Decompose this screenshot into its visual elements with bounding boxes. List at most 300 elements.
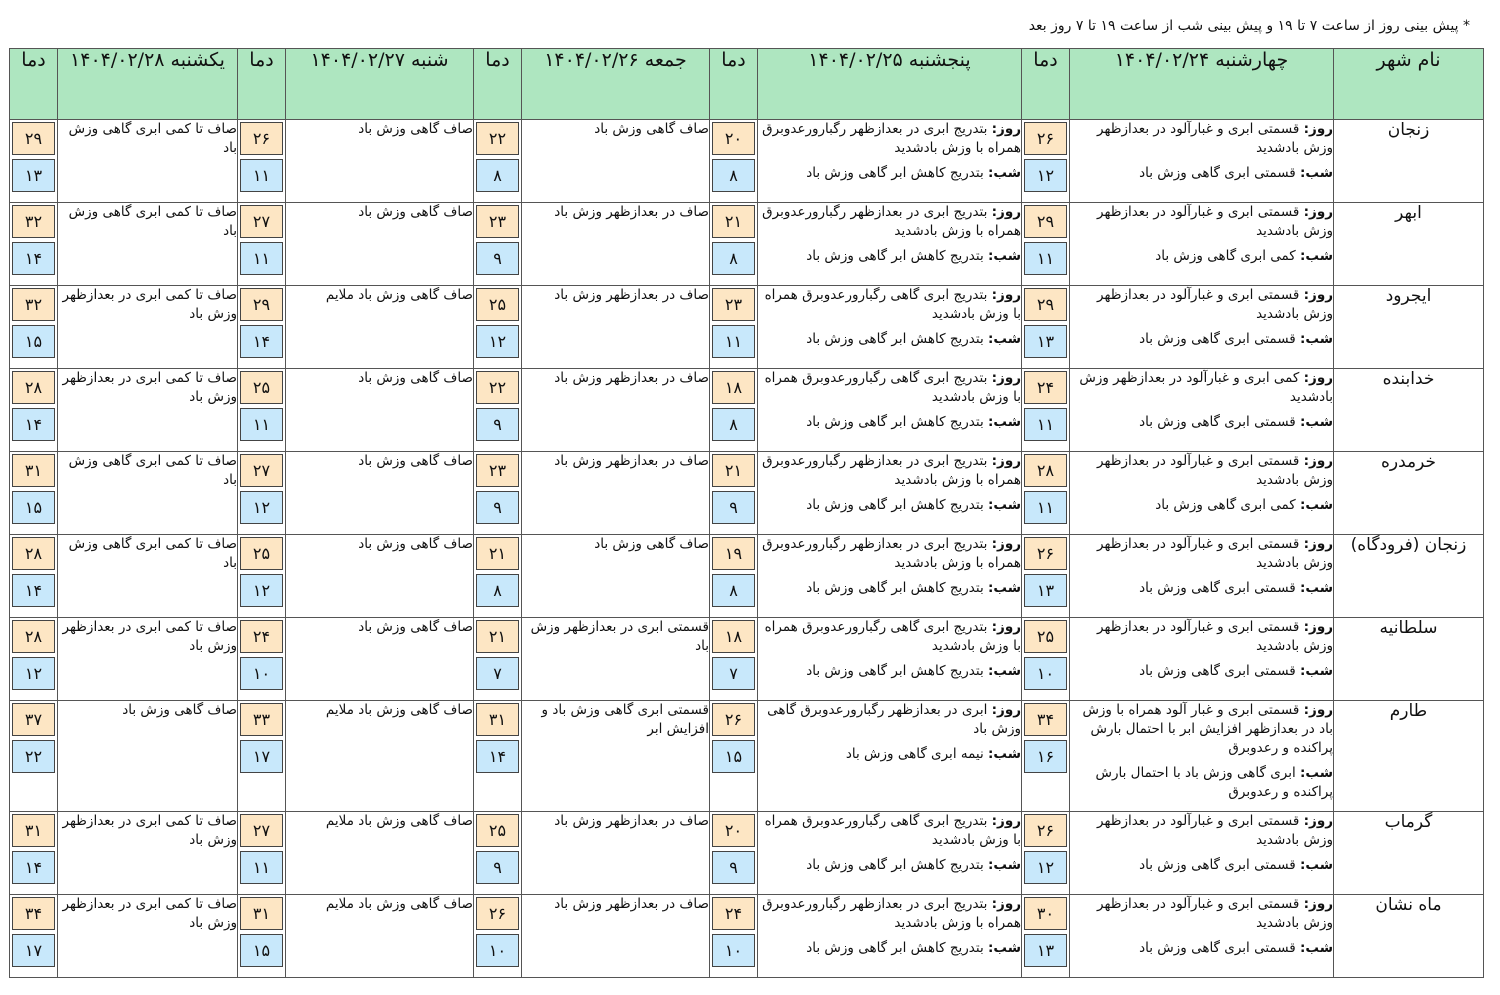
day-forecast xyxy=(1070,895,1333,933)
forecast-cell xyxy=(58,120,238,203)
night-text: قسمتی ابری گاهی وزش باد xyxy=(1139,331,1296,347)
max-temp: ۲۱ xyxy=(712,454,755,487)
max-temp: ۲۵ xyxy=(1024,620,1067,653)
temp-cell xyxy=(474,369,522,452)
city-name: گرماب xyxy=(1334,812,1484,895)
min-temp: ۹ xyxy=(476,408,519,441)
min-temp: ۱۴ xyxy=(12,408,55,441)
day-label: روز: xyxy=(991,536,1021,552)
max-temp: ۲۶ xyxy=(1024,122,1067,155)
night-forecast xyxy=(1070,247,1333,266)
min-temp: ۱۳ xyxy=(1024,934,1067,967)
header-day: چهارشنبه ۱۴۰۴/۰۲/۲۴ xyxy=(1070,49,1334,120)
temp-cell xyxy=(238,452,286,535)
max-temp: ۲۶ xyxy=(1024,537,1067,570)
forecast-text: صاف تا کمی ابری گاهی وزش باد xyxy=(68,121,237,156)
max-temp: ۲۳ xyxy=(476,454,519,487)
table-row xyxy=(10,535,1484,618)
forecast-cell xyxy=(58,203,238,286)
forecast-text: صاف در بعدازظهر وزش باد xyxy=(554,813,709,829)
day-label: روز: xyxy=(991,370,1021,386)
min-temp: ۹ xyxy=(476,851,519,884)
temp-cell xyxy=(474,286,522,369)
temp-cell xyxy=(10,286,58,369)
day-text: قسمتی ابری و غبارآلود در بعدازظهر وزش بادشدید xyxy=(1097,536,1333,571)
forecast-text: صاف گاهی وزش باد xyxy=(358,619,473,635)
temp-cell xyxy=(238,618,286,701)
min-temp: ۸ xyxy=(712,242,755,275)
header-temp: دما xyxy=(238,49,286,120)
forecast-cell xyxy=(58,452,238,535)
night-label: شب: xyxy=(1300,580,1333,596)
day-label: روز: xyxy=(991,204,1021,220)
city-name: ماه نشان xyxy=(1334,895,1484,978)
day-label: روز: xyxy=(1303,702,1333,718)
header-temp: دما xyxy=(1022,49,1070,120)
day-forecast xyxy=(758,618,1021,656)
night-label: شب: xyxy=(1300,165,1333,181)
max-temp: ۲۶ xyxy=(240,122,283,155)
temp-cell xyxy=(1022,286,1070,369)
city-name: زنجان (فرودگاه) xyxy=(1334,535,1484,618)
forecast-cell xyxy=(286,618,474,701)
night-forecast xyxy=(1070,764,1333,802)
day-label: روز: xyxy=(1303,287,1333,303)
day-label: روز: xyxy=(991,453,1021,469)
day-text: قسمتی ابری و غبارآلود در بعدازظهر وزش بادشدید xyxy=(1097,453,1333,488)
max-temp: ۱۸ xyxy=(712,620,755,653)
forecast-cell xyxy=(758,120,1022,203)
night-text: قسمتی ابری گاهی وزش باد xyxy=(1139,663,1296,679)
max-temp: ۳۲ xyxy=(12,205,55,238)
max-temp: ۲۴ xyxy=(712,897,755,930)
min-temp: ۸ xyxy=(476,574,519,607)
day-label: روز: xyxy=(991,619,1021,635)
temp-cell xyxy=(1022,203,1070,286)
night-text: بتدریج کاهش ابر گاهی وزش باد xyxy=(806,248,984,264)
min-temp: ۸ xyxy=(712,159,755,192)
min-temp: ۱۴ xyxy=(12,574,55,607)
temp-cell xyxy=(238,535,286,618)
max-temp: ۲۸ xyxy=(12,620,55,653)
forecast-text: صاف تا کمی ابری در بعدازظهر وزش باد xyxy=(62,896,237,931)
min-temp: ۱۵ xyxy=(12,325,55,358)
temp-cell xyxy=(1022,895,1070,978)
day-forecast xyxy=(758,452,1021,490)
night-label: شب: xyxy=(1300,497,1333,513)
max-temp: ۲۳ xyxy=(476,205,519,238)
night-text: بتدریج کاهش ابر گاهی وزش باد xyxy=(806,165,984,181)
night-forecast xyxy=(758,662,1021,681)
night-text: بتدریج کاهش ابر گاهی وزش باد xyxy=(806,940,984,956)
max-temp: ۳۱ xyxy=(476,703,519,736)
forecast-cell xyxy=(758,203,1022,286)
forecast-cell xyxy=(1070,120,1334,203)
min-temp: ۹ xyxy=(476,491,519,524)
day-text: قسمتی ابری و غبارآلود در بعدازظهر وزش بادشدید xyxy=(1097,204,1333,239)
min-temp: ۱۵ xyxy=(240,934,283,967)
day-forecast xyxy=(758,286,1021,324)
forecast-text: صاف گاهی وزش باد ملایم xyxy=(325,813,473,829)
day-label: روز: xyxy=(1303,370,1333,386)
temp-cell xyxy=(710,618,758,701)
forecast-cell xyxy=(758,452,1022,535)
day-text: بتدریج ابری گاهی رگبارورعدوبرق همراه با وزش بادشدید xyxy=(764,287,1021,322)
max-temp: ۲۵ xyxy=(240,371,283,404)
day-text: قسمتی ابری و غبارآلود در بعدازظهر وزش بادشدید xyxy=(1097,813,1333,848)
max-temp: ۲۸ xyxy=(12,537,55,570)
night-text: بتدریج کاهش ابر گاهی وزش باد xyxy=(806,497,984,513)
min-temp: ۱۱ xyxy=(240,159,283,192)
night-label: شب: xyxy=(988,331,1021,347)
max-temp: ۲۴ xyxy=(1024,371,1067,404)
day-forecast xyxy=(758,701,1021,739)
forecast-text: صاف گاهی وزش باد xyxy=(594,121,709,137)
night-label: شب: xyxy=(988,940,1021,956)
forecast-cell xyxy=(1070,535,1334,618)
night-label: شب: xyxy=(1300,765,1333,781)
day-forecast xyxy=(758,812,1021,850)
table-row xyxy=(10,452,1484,535)
night-label: شب: xyxy=(1300,248,1333,264)
forecast-cell xyxy=(1070,286,1334,369)
forecast-cell xyxy=(522,369,710,452)
max-temp: ۲۵ xyxy=(240,537,283,570)
max-temp: ۲۸ xyxy=(1024,454,1067,487)
day-forecast xyxy=(758,895,1021,933)
night-forecast xyxy=(758,939,1021,958)
temp-cell xyxy=(710,701,758,812)
night-label: شب: xyxy=(1300,940,1333,956)
max-temp: ۲۰ xyxy=(712,122,755,155)
day-forecast xyxy=(1070,203,1333,241)
forecast-cell xyxy=(1070,812,1334,895)
min-temp: ۹ xyxy=(476,242,519,275)
min-temp: ۱۲ xyxy=(240,574,283,607)
temp-cell xyxy=(238,120,286,203)
temp-cell xyxy=(710,369,758,452)
temp-cell xyxy=(474,203,522,286)
min-temp: ۸ xyxy=(476,159,519,192)
temp-cell xyxy=(1022,812,1070,895)
table-row xyxy=(10,120,1484,203)
night-label: شب: xyxy=(1300,331,1333,347)
forecast-text: صاف گاهی وزش باد xyxy=(358,536,473,552)
forecast-text: قسمتی ابری گاهی وزش باد و افزایش ابر xyxy=(541,702,709,737)
forecast-text: صاف گاهی وزش باد xyxy=(358,370,473,386)
forecast-text: صاف تا کمی ابری در بعدازظهر وزش باد xyxy=(62,370,237,405)
forecast-cell xyxy=(522,120,710,203)
day-text: بتدریج ابری در بعدازظهر رگبارورعدوبرق همراه با وزش بادشدید xyxy=(762,204,1021,239)
min-temp: ۱۰ xyxy=(712,934,755,967)
forecast-table xyxy=(9,48,1484,978)
forecast-text: صاف تا کمی ابری گاهی وزش باد xyxy=(68,453,237,488)
max-temp: ۲۴ xyxy=(240,620,283,653)
max-temp: ۲۶ xyxy=(1024,814,1067,847)
min-temp: ۱۵ xyxy=(712,740,755,773)
min-temp: ۱۲ xyxy=(476,325,519,358)
forecast-cell xyxy=(286,895,474,978)
max-temp: ۳۱ xyxy=(12,454,55,487)
forecast-cell xyxy=(58,812,238,895)
max-temp: ۲۶ xyxy=(476,897,519,930)
day-text: قسمتی ابری و غبارآلود در بعدازظهر وزش بادشدید xyxy=(1097,896,1333,931)
min-temp: ۱۲ xyxy=(1024,851,1067,884)
forecast-cell xyxy=(758,286,1022,369)
day-text: ابری در بعدازظهر رگبارورعدوبرق گاهی وزش باد xyxy=(767,702,1021,737)
max-temp: ۳۴ xyxy=(1024,703,1067,736)
max-temp: ۲۱ xyxy=(476,537,519,570)
night-label: شب: xyxy=(988,248,1021,264)
temp-cell xyxy=(10,895,58,978)
forecast-cell xyxy=(286,286,474,369)
min-temp: ۱۱ xyxy=(1024,408,1067,441)
table-row xyxy=(10,701,1484,812)
temp-cell xyxy=(10,203,58,286)
min-temp: ۱۴ xyxy=(240,325,283,358)
forecast-note: * پیش بینی روز از ساعت ۷ تا ۱۹ و پیش بینی شب از ساعت ۱۹ تا ۷ روز بعد xyxy=(1028,18,1470,34)
day-text: قسمتی ابری و غبارآلود در بعدازظهر وزش بادشدید xyxy=(1097,121,1333,156)
forecast-cell xyxy=(286,369,474,452)
min-temp: ۱۵ xyxy=(12,491,55,524)
max-temp: ۲۷ xyxy=(240,454,283,487)
forecast-cell xyxy=(286,120,474,203)
night-text: بتدریج کاهش ابر گاهی وزش باد xyxy=(806,857,984,873)
day-label: روز: xyxy=(991,287,1021,303)
night-text: بتدریج کاهش ابر گاهی وزش باد xyxy=(806,331,984,347)
min-temp: ۱۲ xyxy=(240,491,283,524)
forecast-cell xyxy=(1070,701,1334,812)
min-temp: ۸ xyxy=(712,574,755,607)
temp-cell xyxy=(1022,535,1070,618)
day-forecast xyxy=(1070,286,1333,324)
forecast-text: صاف در بعدازظهر وزش باد xyxy=(554,896,709,912)
temp-cell xyxy=(710,895,758,978)
temp-cell xyxy=(238,812,286,895)
table-row xyxy=(10,618,1484,701)
night-text: قسمتی ابری گاهی وزش باد xyxy=(1139,414,1296,430)
day-forecast xyxy=(758,369,1021,407)
temp-cell xyxy=(10,618,58,701)
min-temp: ۱۴ xyxy=(12,851,55,884)
max-temp: ۲۷ xyxy=(240,814,283,847)
forecast-cell xyxy=(286,452,474,535)
temp-cell xyxy=(474,120,522,203)
night-forecast xyxy=(758,330,1021,349)
min-temp: ۱۲ xyxy=(12,657,55,690)
night-forecast xyxy=(758,856,1021,875)
header-temp: دما xyxy=(474,49,522,120)
temp-cell xyxy=(474,701,522,812)
night-text: بتدریج کاهش ابر گاهی وزش باد xyxy=(806,663,984,679)
max-temp: ۱۸ xyxy=(712,371,755,404)
forecast-text: صاف در بعدازظهر وزش باد xyxy=(554,204,709,220)
night-forecast xyxy=(758,579,1021,598)
night-label: شب: xyxy=(1300,414,1333,430)
min-temp: ۱۴ xyxy=(476,740,519,773)
min-temp: ۱۷ xyxy=(240,740,283,773)
temp-cell xyxy=(1022,452,1070,535)
min-temp: ۹ xyxy=(712,851,755,884)
max-temp: ۲۸ xyxy=(12,371,55,404)
temp-cell xyxy=(710,535,758,618)
forecast-cell xyxy=(286,812,474,895)
night-label: شب: xyxy=(988,663,1021,679)
forecast-cell xyxy=(522,203,710,286)
night-forecast xyxy=(758,164,1021,183)
day-forecast xyxy=(758,535,1021,573)
min-temp: ۷ xyxy=(476,657,519,690)
table-row xyxy=(10,369,1484,452)
forecast-cell xyxy=(522,701,710,812)
min-temp: ۱۱ xyxy=(240,242,283,275)
forecast-cell xyxy=(1070,452,1334,535)
temp-cell xyxy=(1022,120,1070,203)
forecast-cell xyxy=(1070,618,1334,701)
day-forecast xyxy=(1070,120,1333,158)
forecast-cell xyxy=(522,618,710,701)
temp-cell xyxy=(1022,701,1070,812)
day-forecast xyxy=(758,203,1021,241)
min-temp: ۱۱ xyxy=(1024,242,1067,275)
forecast-text: صاف گاهی وزش باد ملایم xyxy=(325,287,473,303)
city-name: زنجان xyxy=(1334,120,1484,203)
forecast-cell xyxy=(58,895,238,978)
night-forecast xyxy=(1070,579,1333,598)
max-temp: ۲۲ xyxy=(476,122,519,155)
night-label: شب: xyxy=(1300,663,1333,679)
day-text: قسمتی ابری و غبارآلود در بعدازظهر وزش بادشدید xyxy=(1097,619,1333,654)
day-forecast xyxy=(1070,452,1333,490)
day-label: روز: xyxy=(991,896,1021,912)
day-text: قسمتی ابری و غبار آلود همراه با وزش باد در بعدازظهر افزایش ابر با احتمال بارش پراکنده و رعدوبرق xyxy=(1082,702,1333,756)
day-forecast xyxy=(1070,701,1333,758)
max-temp: ۳۰ xyxy=(1024,897,1067,930)
forecast-text: صاف در بعدازظهر وزش باد xyxy=(554,370,709,386)
forecast-cell xyxy=(522,452,710,535)
city-name: خدابنده xyxy=(1334,369,1484,452)
forecast-cell xyxy=(758,535,1022,618)
min-temp: ۱۴ xyxy=(12,242,55,275)
night-text: کمی ابری گاهی وزش باد xyxy=(1155,248,1296,264)
min-temp: ۸ xyxy=(712,408,755,441)
forecast-cell xyxy=(758,369,1022,452)
max-temp: ۳۱ xyxy=(240,897,283,930)
day-forecast xyxy=(758,120,1021,158)
temp-cell xyxy=(474,535,522,618)
header-temp: دما xyxy=(710,49,758,120)
header-day: جمعه ۱۴۰۴/۰۲/۲۶ xyxy=(522,49,710,120)
day-text: بتدریج ابری در بعدازظهر رگبارورعدوبرق همراه با وزش بادشدید xyxy=(762,121,1021,156)
forecast-cell xyxy=(758,812,1022,895)
day-label: روز: xyxy=(1303,453,1333,469)
day-forecast xyxy=(1070,812,1333,850)
forecast-cell xyxy=(522,535,710,618)
temp-cell xyxy=(10,120,58,203)
max-temp: ۳۷ xyxy=(12,703,55,736)
temp-cell xyxy=(238,895,286,978)
table-row xyxy=(10,286,1484,369)
max-temp: ۲۵ xyxy=(476,814,519,847)
night-forecast xyxy=(1070,164,1333,183)
forecast-text: صاف در بعدازظهر وزش باد xyxy=(554,287,709,303)
temp-cell xyxy=(474,618,522,701)
night-forecast xyxy=(1070,856,1333,875)
day-forecast xyxy=(1070,618,1333,656)
min-temp: ۱۳ xyxy=(12,159,55,192)
day-label: روز: xyxy=(1303,204,1333,220)
night-text: بتدریج کاهش ابر گاهی وزش باد xyxy=(806,414,984,430)
max-temp: ۳۱ xyxy=(12,814,55,847)
min-temp: ۲۲ xyxy=(12,740,55,773)
day-label: روز: xyxy=(1303,619,1333,635)
forecast-text: صاف تا کمی ابری در بعدازظهر وزش باد xyxy=(62,287,237,322)
night-text: قسمتی ابری گاهی وزش باد xyxy=(1139,165,1296,181)
max-temp: ۲۱ xyxy=(476,620,519,653)
night-label: شب: xyxy=(988,580,1021,596)
day-label: روز: xyxy=(1303,813,1333,829)
max-temp: ۲۹ xyxy=(12,122,55,155)
night-forecast xyxy=(1070,939,1333,958)
temp-cell xyxy=(474,452,522,535)
min-temp: ۷ xyxy=(712,657,755,690)
forecast-cell xyxy=(758,895,1022,978)
header-row xyxy=(10,49,1484,120)
forecast-text: صاف تا کمی ابری در بعدازظهر وزش باد xyxy=(62,619,237,654)
max-temp: ۲۶ xyxy=(712,703,755,736)
temp-cell xyxy=(10,701,58,812)
night-text: قسمتی ابری گاهی وزش باد xyxy=(1139,580,1296,596)
day-text: بتدریج ابری گاهی رگبارورعدوبرق همراه با وزش بادشدید xyxy=(764,813,1021,848)
night-forecast xyxy=(758,745,1021,764)
min-temp: ۱۰ xyxy=(240,657,283,690)
forecast-cell xyxy=(58,286,238,369)
night-forecast xyxy=(758,496,1021,515)
min-temp: ۱۷ xyxy=(12,934,55,967)
min-temp: ۱۳ xyxy=(1024,574,1067,607)
temp-cell xyxy=(474,895,522,978)
max-temp: ۳۳ xyxy=(240,703,283,736)
forecast-text: صاف گاهی وزش باد ملایم xyxy=(325,702,473,718)
min-temp: ۱۰ xyxy=(476,934,519,967)
forecast-cell xyxy=(1070,369,1334,452)
forecast-text: صاف گاهی وزش باد ملایم xyxy=(325,896,473,912)
min-temp: ۱۱ xyxy=(712,325,755,358)
header-day: پنجشنبه ۱۴۰۴/۰۲/۲۵ xyxy=(758,49,1022,120)
city-name: سلطانیه xyxy=(1334,618,1484,701)
forecast-cell xyxy=(286,535,474,618)
night-label: شب: xyxy=(1300,857,1333,873)
night-text: نیمه ابری گاهی وزش باد xyxy=(845,746,984,762)
temp-cell xyxy=(710,812,758,895)
min-temp: ۱۶ xyxy=(1024,740,1067,773)
night-forecast xyxy=(1070,330,1333,349)
night-forecast xyxy=(758,413,1021,432)
day-label: روز: xyxy=(991,702,1021,718)
max-temp: ۲۹ xyxy=(240,288,283,321)
night-text: بتدریج کاهش ابر گاهی وزش باد xyxy=(806,580,984,596)
forecast-text: صاف تا کمی ابری در بعدازظهر وزش باد xyxy=(62,813,237,848)
max-temp: ۲۹ xyxy=(1024,205,1067,238)
night-label: شب: xyxy=(988,414,1021,430)
day-text: بتدریج ابری در بعدازظهر رگبارورعدوبرق همراه با وزش بادشدید xyxy=(762,536,1021,571)
header-day: شنبه ۱۴۰۴/۰۲/۲۷ xyxy=(286,49,474,120)
night-forecast xyxy=(758,247,1021,266)
min-temp: ۱۰ xyxy=(1024,657,1067,690)
forecast-cell xyxy=(58,618,238,701)
temp-cell xyxy=(474,812,522,895)
forecast-text: صاف گاهی وزش باد xyxy=(358,121,473,137)
